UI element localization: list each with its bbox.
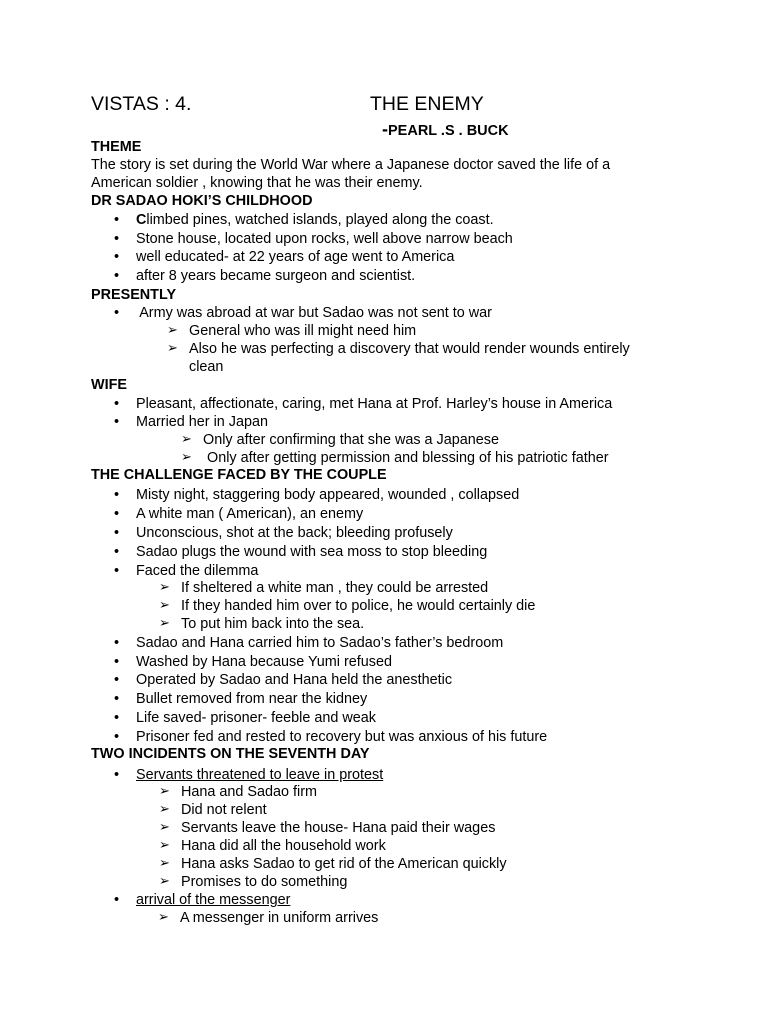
wife-subitem: ➢ Only after confirming that she was a Japanese [203, 431, 499, 449]
wife-bullet: • Married her in Japan [136, 413, 268, 431]
author-dash: - [382, 119, 388, 139]
author-line [382, 120, 509, 140]
theme-heading: THEME [91, 139, 142, 155]
presently-subitem: ➢ Also he was perfecting a discovery that would render wounds entirely [189, 340, 630, 358]
theme-line: The story is set during the World War where a Japanese doctor saved the life of a [91, 157, 611, 173]
incident-bullet-text: Servants threatened to leave in protest [136, 767, 384, 783]
challenge-bullet: • Unconscious, shot at the back; bleeding profusely [136, 524, 453, 542]
childhood-bullet: • Stone house, located upon rocks, well above narrow beach [136, 230, 513, 248]
incident-subitem: ➢ Hana and Sadao firm [181, 783, 317, 801]
challenge-bullet: • Operated by Sadao and Hana held the anesthetic [136, 671, 452, 689]
incident-bullet [136, 891, 290, 909]
challenge-bullet: • Sadao and Hana carried him to Sadao’s father’s bedroom [136, 634, 503, 652]
challenge-bullet: • Faced the dilemma [136, 562, 258, 580]
wife-bullet: • Pleasant, affectionate, caring, met Hana at Prof. Harley’s house in America [136, 395, 612, 413]
author-name: PEARL .S . BUCK [388, 123, 509, 139]
incident-subitem: ➢ A messenger in uniform arrives [180, 909, 378, 927]
challenge-bullet: • Prisoner fed and rested to recovery but was anxious of his future [136, 728, 547, 746]
childhood-bullet: • well educated- at 22 years of age went to America [136, 248, 454, 266]
wife-heading: WIFE [91, 377, 127, 393]
challenge-bullet: • Life saved- prisoner- feeble and weak [136, 709, 376, 727]
story-title: THE ENEMY [370, 93, 484, 115]
incidents-heading: TWO INCIDENTS ON THE SEVENTH DAY [91, 746, 370, 762]
incident-bullet-text: arrival of the messenger [136, 892, 291, 908]
presently-bullet: • Army was abroad at war but Sadao was not sent to war [136, 304, 492, 322]
challenge-bullet: • Bullet removed from near the kidney [136, 690, 367, 708]
incident-bullet [136, 766, 383, 784]
dilemma-subitem: ➢ If they handed him over to police, he would certainly die [181, 597, 535, 615]
childhood-bullet: • after 8 years became surgeon and scientist. [136, 267, 415, 285]
incident-subitem: ➢ Servants leave the house- Hana paid their wages [181, 819, 495, 837]
presently-subitem-continuation: clean [189, 359, 224, 375]
presently-heading: PRESENTLY [91, 287, 177, 303]
challenge-bullet: • Washed by Hana because Yumi refused [136, 653, 392, 671]
dilemma-subitem: ➢ To put him back into the sea. [181, 615, 364, 633]
wife-subitem: ➢ Only after getting permission and blessing of his patriotic father [203, 449, 609, 467]
incident-subitem: ➢ Did not relent [181, 801, 267, 819]
series-title: VISTAS : 4. [91, 93, 192, 115]
dilemma-subitem: ➢ If sheltered a white man , they could be arrested [181, 579, 488, 597]
challenge-heading: THE CHALLENGE FACED BY THE COUPLE [91, 467, 387, 483]
challenge-bullet: • Sadao plugs the wound with sea moss to stop bleeding [136, 543, 487, 561]
childhood-heading: DR SADAO HOKI’S CHILDHOOD [91, 193, 313, 209]
theme-line: American soldier , knowing that he was their enemy. [91, 175, 423, 191]
challenge-bullet: • A white man ( American), an enemy [136, 505, 363, 523]
presently-subitem: ➢ General who was ill might need him [189, 322, 416, 340]
challenge-bullet: • Misty night, staggering body appeared, wounded , collapsed [136, 486, 519, 504]
incident-subitem: ➢ Promises to do something [181, 873, 347, 891]
childhood-bullet: • Climbed pines, watched islands, played along the coast. [136, 211, 494, 229]
incident-subitem: ➢ Hana asks Sadao to get rid of the American quickly [181, 855, 507, 873]
incident-subitem: ➢ Hana did all the household work [181, 837, 386, 855]
